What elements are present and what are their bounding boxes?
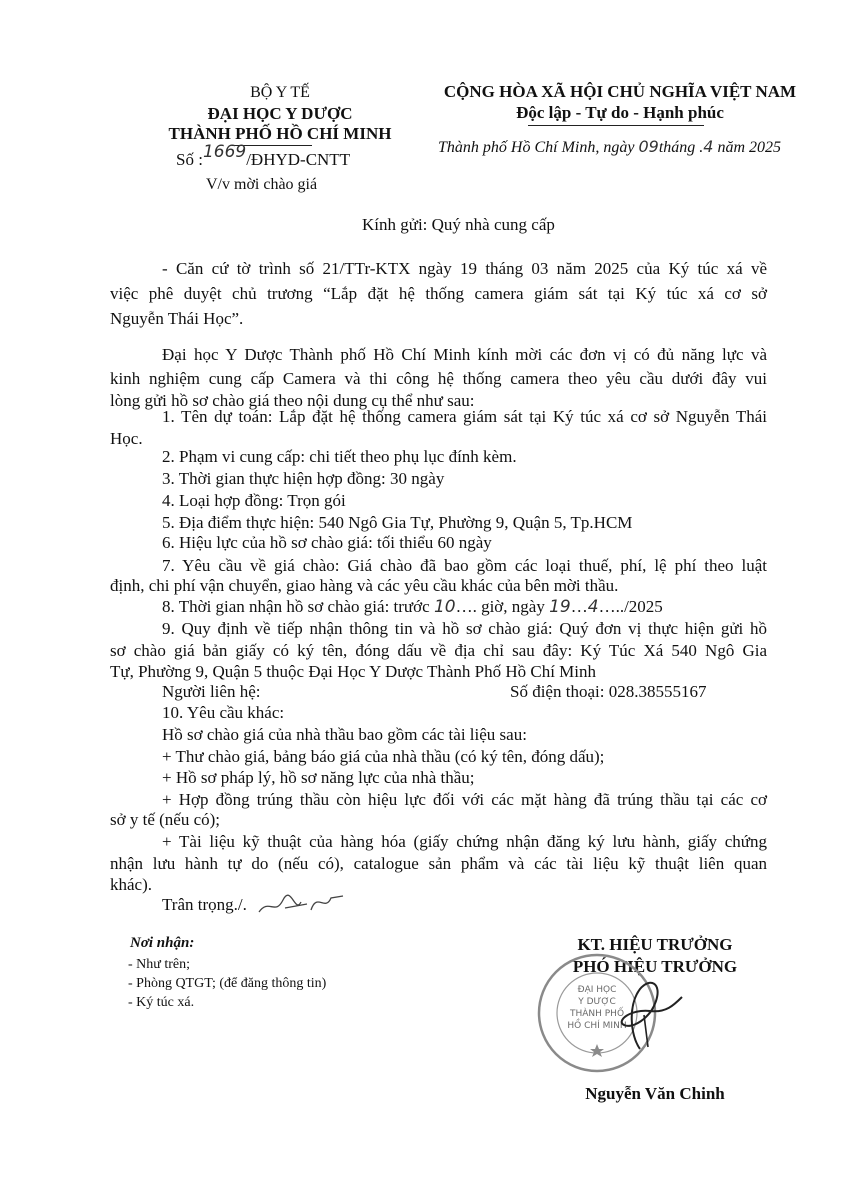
document-requirement-4-line-1: + Tài liệu kỹ thuật của hàng hóa (giấy chứng nhận đăng ký lưu hành, giấy chứng: [162, 832, 767, 851]
signatory-title-2: PHÓ HIỆU TRƯỞNG: [572, 957, 738, 976]
document-requirement-3-line-1: + Hợp đồng trúng thầu còn hiệu lực đối với các mặt hàng đã trúng thầu tại các cơ: [162, 790, 767, 809]
national-motto: Độc lập - Tự do - Hạnh phúc: [516, 103, 724, 122]
item-8-suffix: …../2025: [598, 597, 663, 616]
date-dot: .: [699, 139, 704, 156]
stamp-line-1: ĐẠI HỌC: [577, 985, 617, 995]
contact-phone: Số điện thoại: 028.38555167: [510, 682, 707, 701]
item-8-hour-handwritten: 10: [433, 597, 456, 617]
header-right-underline: [528, 125, 704, 126]
ministry-name: BỘ Y TẾ: [250, 84, 310, 101]
item-7-line-2: định, chi phí vận chuyển, giao hàng và các yêu cầu khác của bên mời thầu.: [110, 576, 619, 595]
item-6: 6. Hiệu lực của hồ sơ chào giá: tối thiểu 60 ngày: [162, 533, 492, 552]
document-subject: V/v mời chào giá: [206, 176, 318, 193]
document-number: [176, 142, 351, 170]
date-prefix: Thành phố Hồ Chí Minh, ngày: [438, 139, 635, 156]
item-9-line-2: sơ chào giá bản giấy có ký tên, đóng dấu về địa chỉ sau đây: Ký Túc Xá 540 Ngô Gia: [110, 641, 767, 660]
handwritten-signature: [600, 975, 690, 1055]
date-day-handwritten: 09: [638, 137, 659, 156]
date-month-handwritten: 4: [703, 137, 714, 156]
university-name-line2: THÀNH PHỐ HỒ CHÍ MINH: [168, 124, 392, 143]
item-10-intro: Hồ sơ chào giá của nhà thầu bao gồm các tài liệu sau:: [162, 725, 527, 744]
item-10: 10. Yêu cầu khác:: [162, 703, 285, 722]
item-3: 3. Thời gian thực hiện hợp đồng: 30 ngày: [162, 469, 445, 488]
document-date: [438, 137, 781, 157]
number-suffix: /ĐHYD-CNTT: [246, 150, 351, 169]
number-handwritten: 1669: [202, 142, 247, 162]
stamp-line-3: THÀNH PHỐ: [569, 1009, 625, 1019]
item-8-prefix: 8. Thời gian nhận hồ sơ chào giá: trước: [162, 597, 434, 616]
document-requirement-3-line-2: sở y tế (nếu có);: [110, 810, 221, 829]
item-7-line-1: 7. Yêu cầu về giá chào: Giá chào đã bao gồm các loại thuế, phí, lệ phí theo luật: [162, 556, 767, 575]
closing: Trân trọng./.: [162, 895, 247, 914]
item-8-month-handwritten: 4: [587, 597, 599, 617]
item-8: [162, 596, 663, 618]
basis-line-3: Nguyễn Thái Học”.: [110, 309, 244, 328]
document-requirement-1: + Thư chào giá, bảng báo giá của nhà thầu (có ký tên, đóng dấu);: [162, 747, 605, 766]
item-9-line-1: 9. Quy định về tiếp nhận thông tin và hồ sơ chào giá: Quý đơn vị thực hiện gửi hồ: [162, 619, 767, 638]
nation-name: CỘNG HÒA XÃ HỘI CHỦ NGHĨA VIỆT NAM: [443, 82, 797, 101]
recipient-1: - Như trên;: [128, 957, 191, 972]
item-4: 4. Loại hợp đồng: Trọn gói: [162, 491, 346, 510]
date-month-label: tháng: [658, 139, 696, 156]
item-9-line-3: Tự, Phường 9, Quận 5 thuộc Đại Học Y Dược Thành Phố Hồ Chí Minh: [110, 662, 597, 681]
recipient-2: - Phòng QTGT; (để đăng thông tin): [128, 976, 327, 991]
document-requirement-4-line-3: khác).: [110, 875, 153, 894]
initials-scribble: [255, 886, 350, 920]
contact-label: Người liên hệ:: [162, 682, 261, 701]
stamp-line-4: HỒ CHÍ MINH: [567, 1021, 627, 1031]
salutation: Kính gửi: Quý nhà cung cấp: [362, 215, 555, 234]
basis-line-1: - Căn cứ tờ trình số 21/TTr-KTX ngày 19 tháng 03 năm 2025 của Ký túc xá về: [162, 259, 767, 278]
item-8-day-handwritten: 19: [549, 597, 571, 617]
recipient-3: - Ký túc xá.: [128, 995, 195, 1010]
intro-line-2: kinh nghiệm cung cấp Camera và thi công hệ thống camera theo yêu cầu dưới đây vui: [110, 369, 767, 388]
item-1-line-1: 1. Tên dự toán: Lắp đặt hệ thống camera giám sát tại Ký túc xá cơ sở Nguyễn Thái: [162, 407, 767, 426]
intro-line-1: Đại học Y Dược Thành phố Hồ Chí Minh kính mời các đơn vị có đủ năng lực và: [162, 345, 767, 364]
item-8-dots: …: [570, 597, 588, 616]
recipients-title: Nơi nhận:: [130, 935, 195, 951]
intro-line-3: lòng gửi hồ sơ chào giá theo nội dung cụ thể như sau:: [110, 391, 475, 410]
number-prefix: Số :: [176, 150, 203, 169]
stamp-line-2: Y DƯỢC: [578, 997, 616, 1007]
item-1-line-2: Học.: [110, 429, 143, 448]
signatory-title-1: KT. HIỆU TRƯỞNG: [577, 935, 733, 954]
signatory-name: Nguyễn Văn Chinh: [585, 1084, 725, 1103]
date-year: năm 2025: [717, 139, 782, 156]
document-requirement-2: + Hồ sơ pháp lý, hồ sơ năng lực của nhà thầu;: [162, 768, 475, 787]
basis-line-2: việc phê duyệt chủ trương “Lắp đặt hệ thống camera giám sát tại Ký túc xá cơ sở: [110, 284, 767, 303]
item-2: 2. Phạm vi cung cấp: chi tiết theo phụ lục đính kèm.: [162, 447, 517, 466]
item-5: 5. Địa điểm thực hiện: 540 Ngô Gia Tự, Phường 9, Quận 5, Tp.HCM: [162, 513, 633, 532]
item-8-mid: …. giờ, ngày: [455, 597, 550, 616]
university-name-line1: ĐẠI HỌC Y DƯỢC: [207, 104, 353, 123]
document-requirement-4-line-2: nhận lưu hành tự do (nếu có), catalogue sản phẩm và các tài liệu kỹ thuật liên quan: [110, 854, 767, 873]
